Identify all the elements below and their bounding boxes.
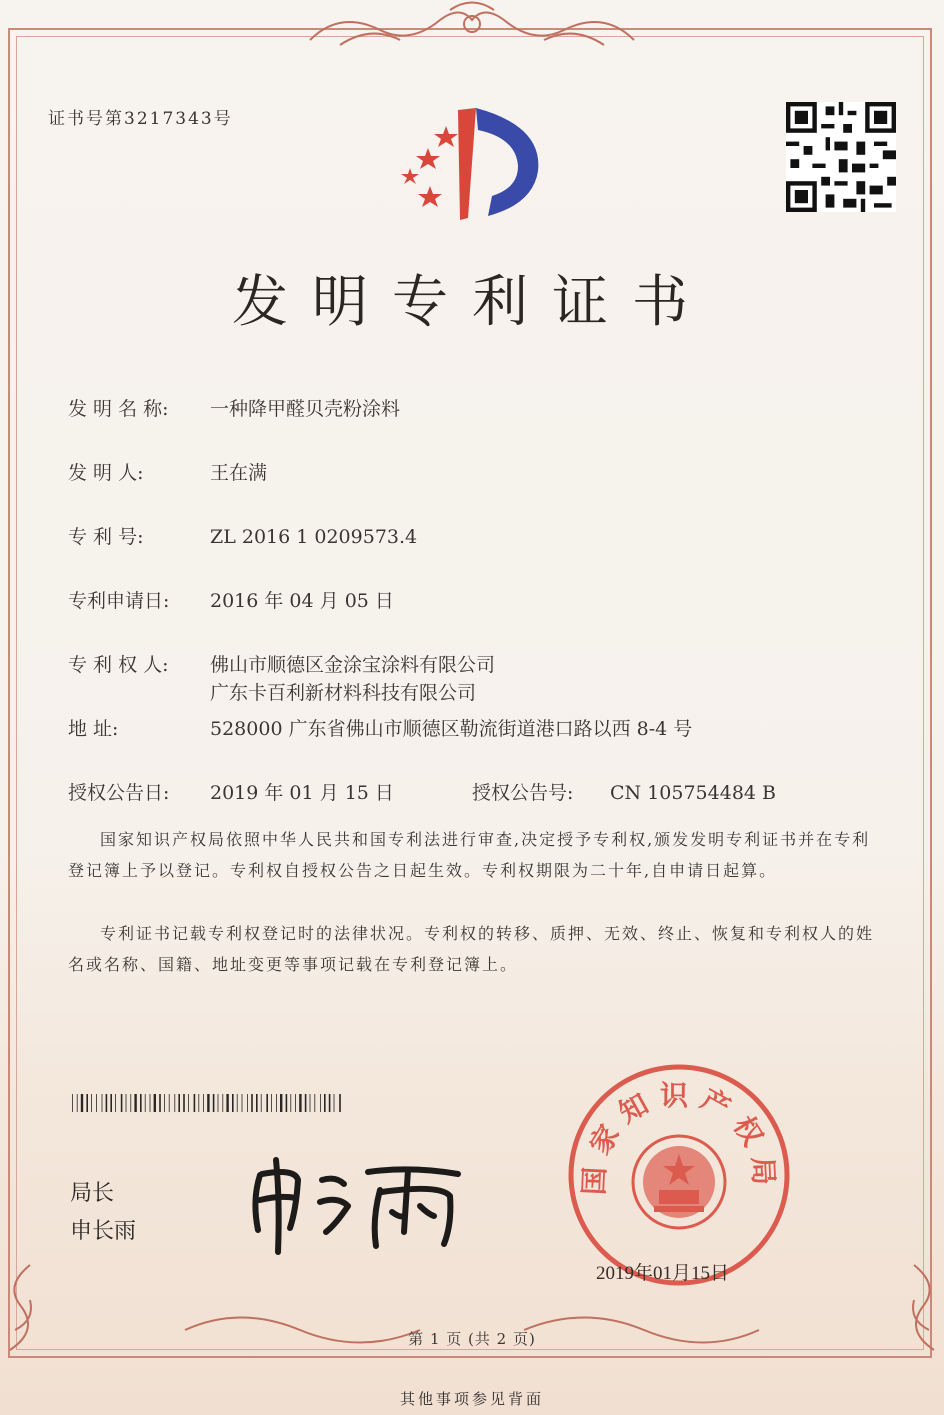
field-label: 专 利 权 人: bbox=[68, 654, 169, 676]
top-ornament bbox=[300, 0, 644, 60]
official-seal bbox=[566, 1062, 792, 1288]
barcode bbox=[72, 1094, 342, 1112]
field-value: 528000 广东省佛山市顺德区勒流街道港口路以西 8-4 号 bbox=[210, 718, 693, 740]
director-signature bbox=[240, 1140, 480, 1260]
field-application-date bbox=[68, 586, 394, 613]
field-value: 佛山市顺德区金涂宝涂料有限公司 bbox=[210, 654, 496, 676]
field-label: 地 址: bbox=[68, 718, 119, 740]
field-label: 授权公告日: bbox=[68, 782, 170, 804]
field-address bbox=[68, 714, 692, 741]
page-number: 第 1 页 (共 2 页) bbox=[408, 1330, 536, 1348]
field-value: 广东卡百利新材料科技有限公司 bbox=[210, 682, 477, 704]
field-invention-name bbox=[68, 394, 400, 421]
field-patent-number bbox=[68, 522, 417, 549]
field-label: 授权公告号: bbox=[472, 782, 574, 804]
field-value: 2019 年 01 月 15 日 bbox=[210, 782, 394, 804]
field-announcement-number bbox=[472, 778, 776, 805]
field-patentee bbox=[68, 650, 495, 677]
field-value: 一种降甲醛贝壳粉涂料 bbox=[210, 398, 401, 420]
field-patentee-2 bbox=[68, 678, 476, 705]
field-label: 专 利 号: bbox=[68, 526, 144, 548]
certificate-title: 发明专利证书 bbox=[232, 270, 712, 335]
field-value: CN 105754484 B bbox=[610, 782, 776, 804]
body-paragraph-2: 专利证书记载专利权登记时的法律状况。专利权的转移、质押、无效、终止、恢复和专利权人的姓名或名称、国籍、地址变更等事项记载在专利登记簿上。 bbox=[68, 924, 875, 974]
patent-office-logo bbox=[388, 96, 558, 226]
seal-date: 2019年01月15日 bbox=[596, 1263, 730, 1284]
field-label: 发 明 名 称: bbox=[68, 398, 169, 420]
body-paragraph-1: 国家知识产权局依照中华人民共和国专利法进行审查,决定授予专利权,颁发发明专利证书并在专利登记簿上予以登记。专利权自授权公告之日起生效。专利权期限为二十年,自申请日起算。 bbox=[68, 830, 871, 880]
qr-code bbox=[786, 102, 896, 212]
field-value: 王在满 bbox=[210, 462, 268, 484]
footer-note: 其他事项参见背面 bbox=[399, 1390, 544, 1408]
field-value: ZL 2016 1 0209573.4 bbox=[210, 526, 418, 548]
certificate-number: 证书号第3217343号 bbox=[48, 109, 233, 129]
seal-text: 国家知识产权局 bbox=[577, 1078, 781, 1196]
field-label: 专利申请日: bbox=[68, 590, 170, 612]
field-inventor bbox=[68, 458, 267, 485]
director-title: 局长 bbox=[70, 1181, 115, 1206]
field-label: 发 明 人: bbox=[68, 462, 144, 484]
field-value: 2016 年 04 月 05 日 bbox=[210, 590, 394, 612]
director-name: 申长雨 bbox=[70, 1219, 137, 1244]
field-grant-date bbox=[68, 778, 394, 805]
